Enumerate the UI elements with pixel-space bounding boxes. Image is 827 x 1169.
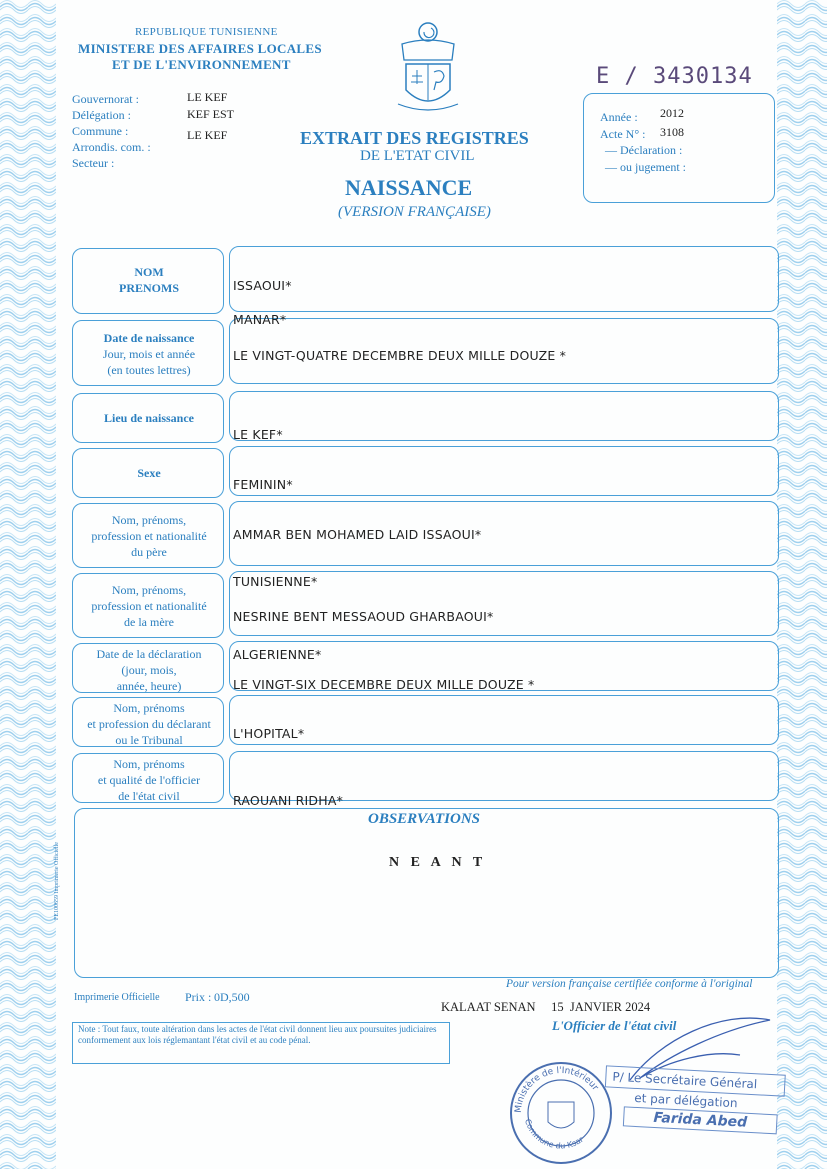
- row-label-line: Lieu de naissance: [103, 411, 194, 425]
- stamp-name: Farida Abed: [623, 1106, 778, 1134]
- delegation-label: Délégation :: [72, 108, 131, 122]
- svg-text:Ministère de l'Intérieur: [514, 1066, 600, 1113]
- row-label-line: Nom, prénoms: [113, 701, 185, 715]
- title-version: (VERSION FRANÇAISE): [338, 204, 491, 220]
- annee-value: 2012: [660, 106, 684, 120]
- gouvernorat-value: LE KEF: [187, 90, 228, 104]
- pere-nationalite-value: TUNISIENNE*: [233, 574, 318, 589]
- row-label-line: PRENOMS: [119, 281, 179, 295]
- title-naissance: NAISSANCE: [345, 175, 473, 200]
- title-extrait: EXTRAIT DES REGISTRES: [300, 128, 529, 148]
- acte-label: Acte N° :: [600, 127, 646, 141]
- row-label-date-declaration: [74, 646, 224, 694]
- officier-value: RAOUANI RIDHA*: [233, 793, 344, 808]
- pere-value: AMMAR BEN MOHAMED LAID ISSAOUI*: [233, 527, 482, 542]
- row-label-lieu: [74, 410, 224, 426]
- row-value-box: [229, 246, 779, 312]
- title-etat-civil: DE L'ETAT CIVIL: [360, 148, 475, 164]
- row-label-mere: [74, 582, 224, 630]
- right-decorative-border: [777, 0, 827, 1169]
- row-label-line: Date de la déclaration: [96, 647, 202, 661]
- commune-label: Commune :: [72, 124, 129, 138]
- stamp-top-text: Ministère de l'Intérieur: [513, 1065, 600, 1114]
- row-label-line: année, heure): [116, 679, 182, 693]
- stamp-line: P/ Le Secrétaire Général: [605, 1065, 786, 1096]
- nom-value: ISSAOUI*: [233, 278, 292, 293]
- row-label-line: de la mère: [124, 615, 174, 629]
- row-label-line: et profession du déclarant: [87, 717, 211, 731]
- delegation-stamp: [602, 1065, 786, 1146]
- date-declaration-value: LE VINGT-SIX DECEMBRE DEUX MILLE DOUZE *: [233, 677, 535, 692]
- serial-number: E / 3430134: [596, 64, 753, 89]
- sexe-value: FEMININ*: [233, 477, 293, 492]
- arrondis-label: Arrondis. com. :: [72, 140, 151, 154]
- observations-box: [74, 808, 779, 978]
- row-label-officier: [74, 756, 224, 804]
- row-label-line: Nom, prénoms,: [111, 513, 187, 527]
- stamp-line: et par délégation: [633, 1090, 738, 1111]
- prenom-value: MANAR*: [233, 312, 287, 327]
- coat-of-arms-icon: [392, 20, 464, 118]
- mere-value: NESRINE BENT MESSAOUD GHARBAOUI*: [233, 609, 494, 624]
- place-date: KALAAT SENAN 15 JANVIER 2024: [441, 1000, 651, 1014]
- row-label-sexe: [74, 465, 224, 481]
- gouvernorat-label: Gouvernorat :: [72, 92, 139, 106]
- row-value-box: [229, 391, 779, 441]
- mere-nationalite-value: ALGERIENNE*: [233, 647, 322, 662]
- row-label-line: (jour, mois,: [121, 663, 177, 677]
- row-label-line: Nom, prénoms,: [111, 583, 187, 597]
- row-label-line: profession et nationalité: [91, 599, 207, 613]
- printer-label: Imprimerie Officielle: [74, 992, 160, 1003]
- official-stamp-icon: [508, 1060, 614, 1166]
- row-label-line: Nom, prénoms: [113, 757, 185, 771]
- annee-label: Année :: [600, 110, 638, 124]
- row-label-line: Date de naissance: [103, 331, 195, 345]
- left-decorative-border: [0, 0, 56, 1169]
- row-label-line: et qualité de l'officier: [97, 773, 201, 787]
- price-label: Prix :: [185, 990, 212, 1004]
- row-label-line: ou le Tribunal: [115, 733, 183, 747]
- row-value-box: [229, 695, 779, 745]
- declaration-label: — Déclaration :: [605, 143, 683, 157]
- side-print-code: FE100659 Imprimerie Officielle: [54, 842, 60, 920]
- jugement-label: — ou jugement :: [605, 160, 686, 174]
- secteur-label: Secteur :: [72, 156, 115, 170]
- row-label-line: (en toutes lettres): [107, 363, 191, 377]
- note-text: Note : Tout faux, toute altération dans les actes de l'état civil donnent lieu aux poursuites judiciaires conformement aux lois réglemantant l'état civil et au code pénal.: [78, 1024, 437, 1045]
- row-value-box: [229, 446, 779, 496]
- row-label-line: de l'état civil: [118, 789, 180, 803]
- row-label-line: Jour, mois et année: [102, 347, 196, 361]
- declarant-value: L'HOPITAL*: [233, 726, 305, 741]
- svg-text:Commune du Ksar: [523, 1118, 586, 1151]
- date-naissance-value: LE VINGT-QUATRE DECEMBRE DEUX MILLE DOUZE *: [233, 348, 567, 363]
- lieu-value: LE KEF*: [233, 427, 283, 442]
- ministry-line2: ET DE L'ENVIRONNEMENT: [112, 57, 291, 72]
- row-label-line: profession et nationalité: [91, 529, 207, 543]
- stamp-bottom-text: Commune du Ksar: [522, 1117, 586, 1151]
- commune-value: LE KEF: [187, 128, 228, 142]
- row-label-declarant: [74, 700, 224, 748]
- price-value: 0D,500: [214, 990, 250, 1004]
- certified-text: Pour version française certifiée conforme à l'original: [506, 978, 753, 990]
- row-label-line: du père: [131, 545, 167, 559]
- acte-value: 3108: [660, 125, 684, 139]
- ministry-line1: MINISTERE DES AFFAIRES LOCALES: [78, 41, 322, 56]
- officer-title: L'Officier de l'état civil: [552, 1018, 677, 1033]
- republic-label: REPUBLIQUE TUNISIENNE: [135, 26, 278, 38]
- row-label-date-naissance: [74, 330, 224, 378]
- observations-title: OBSERVATIONS: [368, 811, 480, 827]
- row-label-line: NOM: [134, 265, 164, 279]
- delegation-value: KEF EST: [187, 107, 235, 121]
- row-label-pere: [74, 512, 224, 560]
- row-label-line: Sexe: [137, 466, 161, 480]
- observations-value: N E A N T: [389, 855, 487, 870]
- row-label-nom: [74, 264, 224, 296]
